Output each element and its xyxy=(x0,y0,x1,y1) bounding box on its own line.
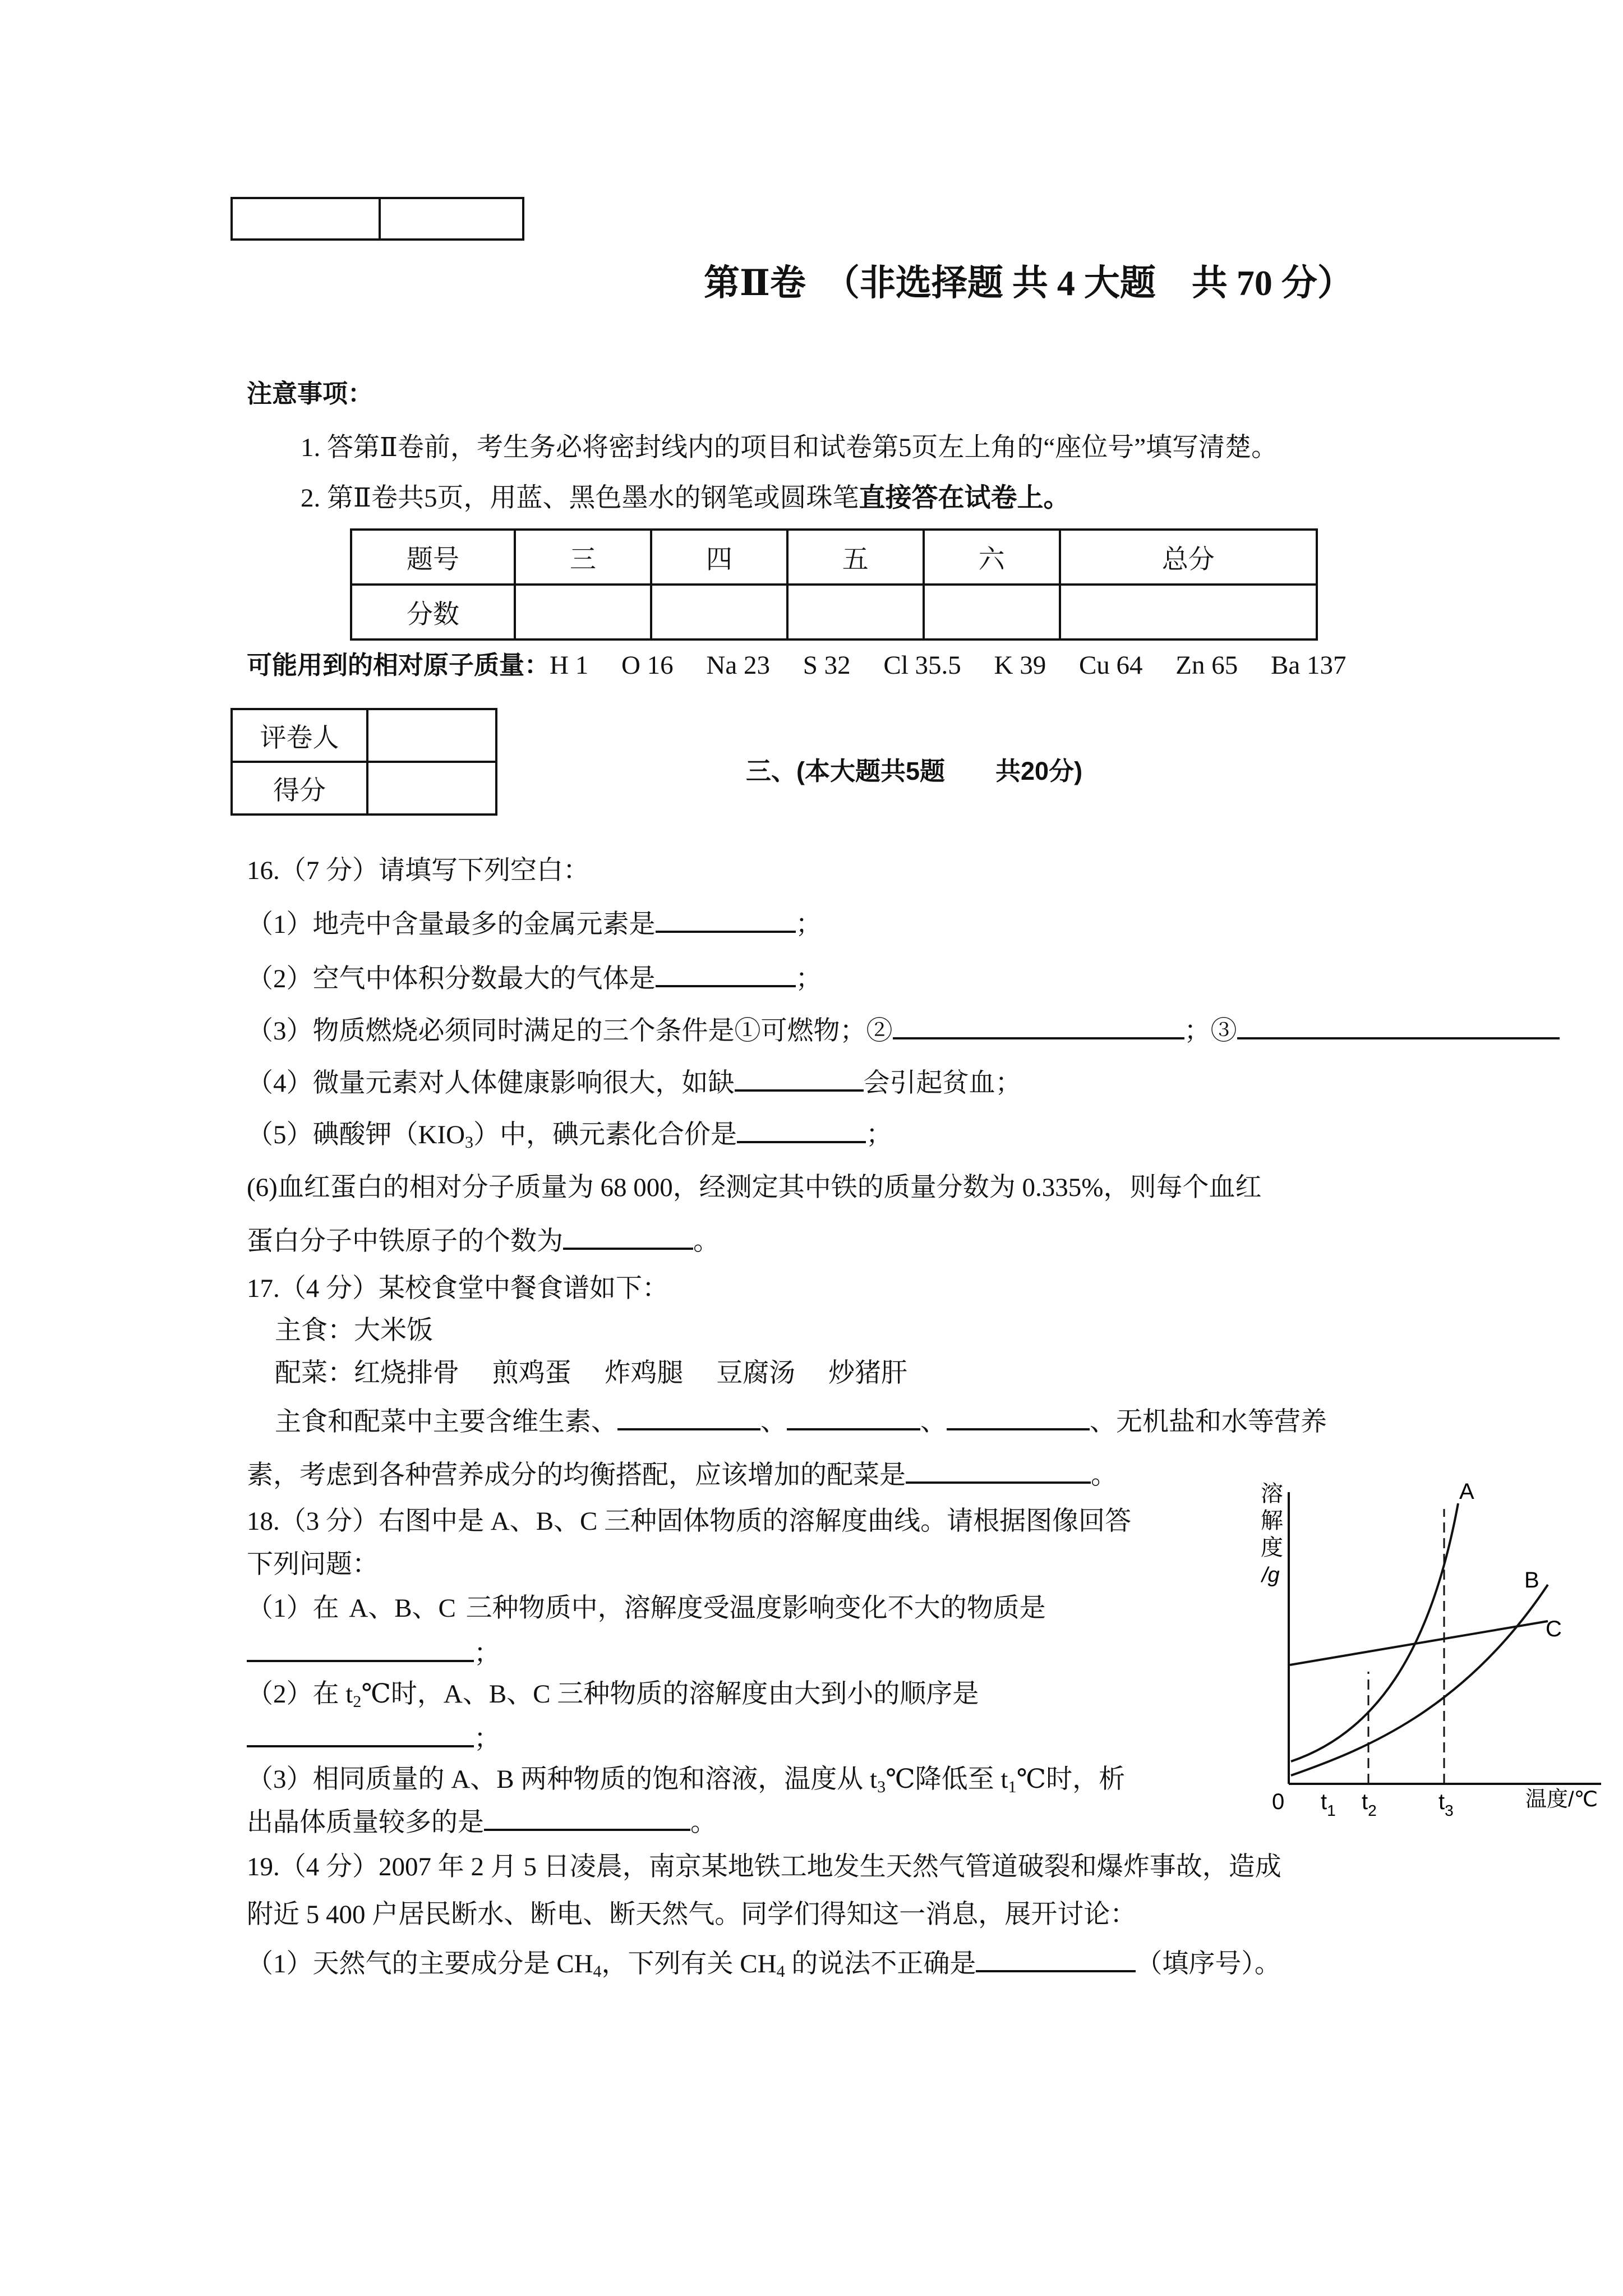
answer-blank[interactable] xyxy=(947,1404,1090,1430)
q17-question xyxy=(275,1404,1327,1439)
curve-a xyxy=(1291,1503,1458,1761)
curve-b xyxy=(1291,1585,1548,1775)
section-3-title: 三、(本大题共5题 共20分) xyxy=(746,757,1083,785)
q19-part-1-text-2: ，下列有关 CH xyxy=(601,1949,777,1978)
q16-semicolon: ； xyxy=(795,910,822,939)
q18-stem-line-1: 18.（3 分）右图中是 A、B、C 三种固体物质的溶解度曲线。请根据图像回答 xyxy=(247,1507,1132,1536)
q18-part-2-text-2: ℃时，A、B、C 三种物质的溶解度由大到小的顺序是 xyxy=(361,1680,979,1709)
curve-c xyxy=(1290,1621,1548,1665)
graph-x-label: 温度/℃ xyxy=(1525,1788,1598,1811)
answer-blank[interactable] xyxy=(976,1945,1136,1972)
graph-tick-t2: $t_2$ xyxy=(1362,1789,1377,1819)
score-table-row-label: 分数 xyxy=(351,585,515,639)
score-cell xyxy=(515,585,651,639)
graph-y-label-char: 溶 xyxy=(1261,1481,1283,1506)
q17-period: 。 xyxy=(1091,1461,1117,1490)
q17-separator: 、 xyxy=(920,1407,947,1437)
score-table xyxy=(350,528,1318,641)
q16-period: 。 xyxy=(693,1227,720,1256)
q16-part-4-text-2: 会引起贫血； xyxy=(863,1069,1022,1098)
answer-blank[interactable] xyxy=(656,960,796,987)
subscript: 3 xyxy=(465,1133,474,1152)
score-table-header: 总分 xyxy=(1060,530,1317,585)
q18-part-1-answer xyxy=(247,1635,500,1671)
q17-question-text-3: 素，考虑到各种营养成分的均衡搭配，应该增加的配菜是 xyxy=(247,1461,906,1490)
grader-box xyxy=(230,708,497,816)
q17-question-text: 主食和配菜中主要含维生素、 xyxy=(275,1407,617,1437)
q18-part-3-line-2 xyxy=(247,1804,717,1839)
answer-blank[interactable] xyxy=(735,1065,864,1092)
q19-line-1: 19.（4 分）2007 年 2 月 5 日凌晨，南京某地铁工地发生天然气管道破裂和爆炸事故，造成 xyxy=(247,1852,1281,1881)
q18-part-3-text: （3）相同质量的 A、B 两种物质的饱和溶液，温度从 t xyxy=(247,1765,878,1794)
q16-part-5-text-2: ）中，碘元素化合价是 xyxy=(473,1120,737,1149)
answer-blank[interactable] xyxy=(563,1223,693,1250)
subscript: 4 xyxy=(776,1962,785,1981)
score-cell xyxy=(924,585,1060,639)
q17-dishes: 配菜：红烧排骨 煎鸡蛋 炸鸡腿 豆腐汤 炒猪肝 xyxy=(275,1359,907,1388)
graph-tick-t3: $t_3$ xyxy=(1438,1789,1454,1819)
graph-tick-t1: $t_1$ xyxy=(1321,1789,1336,1819)
grader-cell xyxy=(367,709,496,762)
q18-part-3-text-4: 出晶体质量较多的是 xyxy=(247,1808,484,1837)
notes-item-2-emphasis: 直接答在试卷上。 xyxy=(859,484,1070,513)
atomic-mass-label: 可能用到的相对原子质量： xyxy=(247,651,550,679)
subscript: 3 xyxy=(877,1778,886,1796)
score-table-header: 六 xyxy=(924,530,1060,585)
q17-stem: 17.（4 分）某校食堂中餐食谱如下： xyxy=(247,1274,668,1303)
seat-number-box xyxy=(230,197,524,241)
q16-part-4-text: （4）微量元素对人体健康影响很大，如缺 xyxy=(247,1069,735,1098)
notes-item-2-text: 2. 第Ⅱ卷共5页，用蓝、黑色墨水的钢笔或圆珠笔 xyxy=(301,484,859,513)
q18-period: 。 xyxy=(690,1808,717,1837)
notes-heading: 注意事项： xyxy=(247,379,374,408)
q18-stem-line-2: 下列问题： xyxy=(247,1550,379,1579)
score-cell xyxy=(651,585,787,639)
q16-part-1 xyxy=(247,906,822,941)
q16-stem: 16.（7 分）请填写下列空白： xyxy=(247,856,589,885)
atomic-mass-line xyxy=(247,648,1346,682)
subscript: 4 xyxy=(593,1962,602,1981)
q16-part-3-text: （3）物质燃烧必须同时满足的三个条件是①可燃物；② xyxy=(247,1016,893,1046)
score-table-header: 五 xyxy=(787,530,924,585)
q18-part-2-text: （2）在 t xyxy=(247,1680,353,1709)
q19-line-2: 附近 5 400 户居民断水、断电、断天然气。同学们得知这一消息，展开讨论： xyxy=(247,1900,1137,1929)
subscript: 2 xyxy=(353,1692,362,1711)
q16-semicolon: ； xyxy=(866,1120,893,1149)
answer-blank[interactable] xyxy=(906,1457,1091,1484)
notes-item-2 xyxy=(301,481,1069,515)
notes-item-1: 1. 答第Ⅱ卷前，考生务必将密封线内的项目和试卷第5页左上角的“座位号”填写清楚。 xyxy=(301,433,1278,462)
q19-part-1-text: （1）天然气的主要成分是 CH xyxy=(247,1949,593,1978)
q18-part-3-text-3: ℃时，析 xyxy=(1016,1765,1126,1794)
q17-staple: 主食：大米饭 xyxy=(275,1316,433,1345)
graph-y-label-char: /g xyxy=(1262,1563,1280,1587)
answer-blank[interactable] xyxy=(617,1404,760,1430)
q18-semicolon: ； xyxy=(474,1724,500,1754)
subscript: 1 xyxy=(1008,1778,1017,1796)
answer-blank[interactable] xyxy=(247,1720,474,1747)
grader-label: 评卷人 xyxy=(232,709,367,762)
q17-question-line-2 xyxy=(247,1457,1117,1492)
score-table-header: 四 xyxy=(651,530,787,585)
q16-part-3 xyxy=(247,1013,1560,1048)
answer-blank[interactable] xyxy=(1237,1013,1560,1039)
answer-blank[interactable] xyxy=(737,1116,866,1143)
q18-part-2 xyxy=(247,1677,979,1711)
q16-part-3-text-2: ；③ xyxy=(1184,1016,1237,1046)
score-cell xyxy=(787,585,924,639)
q16-part-6-line-2 xyxy=(247,1223,720,1258)
answer-blank[interactable] xyxy=(484,1804,690,1831)
q19-part-1 xyxy=(247,1945,1281,1981)
q16-part-6-text: 蛋白分子中铁原子的个数为 xyxy=(247,1227,563,1256)
q16-part-1-text: （1）地壳中含量最多的金属元素是 xyxy=(247,910,656,939)
answer-blank[interactable] xyxy=(787,1404,920,1430)
grader-score-label: 得分 xyxy=(232,762,367,815)
answer-blank[interactable] xyxy=(893,1013,1184,1039)
q18-semicolon: ； xyxy=(474,1639,500,1668)
score-table-row-label: 题号 xyxy=(351,530,515,585)
q16-part-2 xyxy=(247,960,822,996)
seat-number-divider xyxy=(379,199,381,238)
curve-label-b: B xyxy=(1524,1568,1539,1593)
solubility-graph xyxy=(1251,1470,1623,1829)
graph-origin: 0 xyxy=(1272,1789,1285,1814)
graph-y-label-char: 解 xyxy=(1261,1508,1283,1533)
part-title: 第Ⅱ卷 （非选择题 共 4 大题 共 70 分） xyxy=(704,263,1353,303)
answer-blank[interactable] xyxy=(247,1635,474,1662)
q16-part-2-text: （2）空气中体积分数最大的气体是 xyxy=(247,964,656,993)
q18-part-3-text-2: ℃降低至 t xyxy=(886,1765,1008,1794)
curve-label-a: A xyxy=(1459,1479,1474,1504)
q18-part-1: （1）在 A、B、C 三种物质中，溶解度受温度影响变化不大的物质是 xyxy=(247,1594,1046,1623)
curve-label-c: C xyxy=(1546,1617,1562,1641)
graph-y-label-char: 度 xyxy=(1261,1535,1283,1560)
q16-part-5-text: （5）碘酸钾（KIO xyxy=(247,1120,465,1149)
q17-separator: 、 xyxy=(760,1407,787,1437)
q19-part-1-text-3: 的说法不正确是 xyxy=(785,1949,976,1978)
q18-part-3 xyxy=(247,1763,1125,1796)
q18-part-2-answer xyxy=(247,1720,500,1756)
score-cell xyxy=(1060,585,1317,639)
q17-question-text-2: 、无机盐和水等营养 xyxy=(1090,1407,1327,1437)
q16-part-4 xyxy=(247,1065,1022,1100)
q16-part-5 xyxy=(247,1116,892,1152)
atomic-mass-values: H 1 O 16 Na 23 S 32 Cl 35.5 K 39 Cu 64 Zn 65 Ba 137 xyxy=(550,651,1347,680)
q16-semicolon: ； xyxy=(795,964,822,993)
score-table-header: 三 xyxy=(515,530,651,585)
q16-part-6-line-1: (6)血红蛋白的相对分子质量为 68 000，经测定其中铁的质量分数为 0.335%，则每个血红 xyxy=(247,1173,1262,1202)
grader-score-cell xyxy=(367,762,496,815)
answer-blank[interactable] xyxy=(656,906,796,933)
q19-part-1-text-4: （填序号）。 xyxy=(1136,1949,1281,1978)
